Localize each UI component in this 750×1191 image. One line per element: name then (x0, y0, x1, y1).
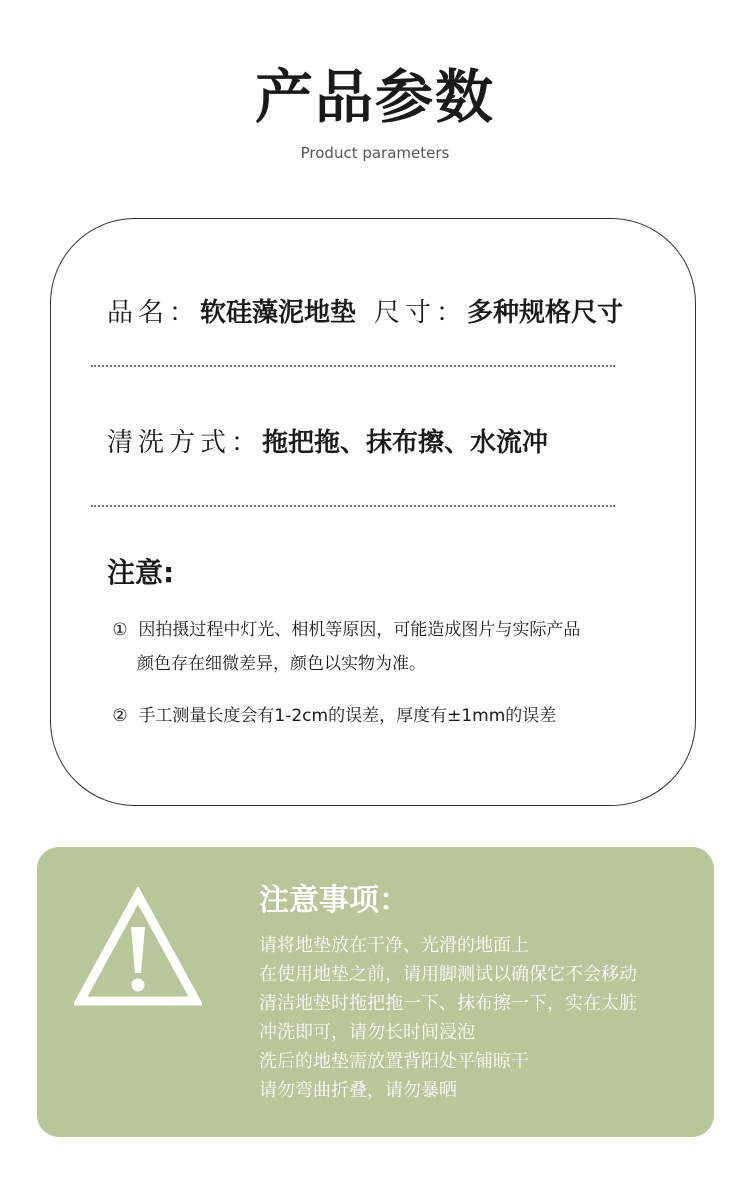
dotted-divider (91, 365, 615, 367)
caution-title: 注意事项： (259, 883, 409, 918)
name-size-row (107, 295, 623, 331)
dotted-divider (91, 505, 615, 507)
size-value: 多种规格尺寸 (467, 298, 624, 328)
wash-row (107, 425, 548, 461)
caution-list (259, 931, 637, 1105)
note-marker: ② (112, 706, 128, 726)
wash-label: 清洗方式： (107, 428, 263, 458)
caution-item: 冲洗即可，请勿长时间浸泡 (259, 1022, 475, 1043)
parameters-card (50, 218, 696, 806)
caution-item: 在使用地垫之前，请用脚测试以确保它不会移动 (259, 964, 637, 985)
caution-item: 洗后的地垫需放置背阳处平铺晾干 (259, 1051, 529, 1072)
size-label: 尺寸： (374, 298, 468, 328)
caution-panel (37, 847, 714, 1137)
wash-value: 拖把拖、抹布擦、水流冲 (262, 428, 549, 458)
caution-item: 请将地垫放在干净、光滑的地面上 (259, 935, 529, 956)
note-item (107, 699, 556, 733)
notes-title: 注意: (107, 556, 175, 589)
caution-item: 清洁地垫时拖把拖一下、抹布擦一下，实在太脏 (259, 993, 637, 1014)
note-text: 手工测量长度会有1-2cm的误差，厚度有±1mm的误差 (138, 706, 557, 726)
name-label: 品名： (107, 298, 201, 328)
name-value: 软硅藻泥地垫 (200, 298, 357, 328)
page-title: 产品参数 (254, 63, 495, 131)
warning-triangle-icon (74, 887, 202, 1011)
page-subtitle: Product parameters (300, 144, 450, 162)
note-item-continued: 颜色存在细微差异，颜色以实物为准。 (137, 654, 426, 674)
note-marker: ① (112, 620, 128, 640)
note-text: 因拍摄过程中灯光、相机等原因，可能造成图片与实际产品 (138, 620, 581, 640)
note-item (107, 613, 580, 647)
caution-item: 请勿弯曲折叠，请勿暴晒 (259, 1080, 457, 1101)
